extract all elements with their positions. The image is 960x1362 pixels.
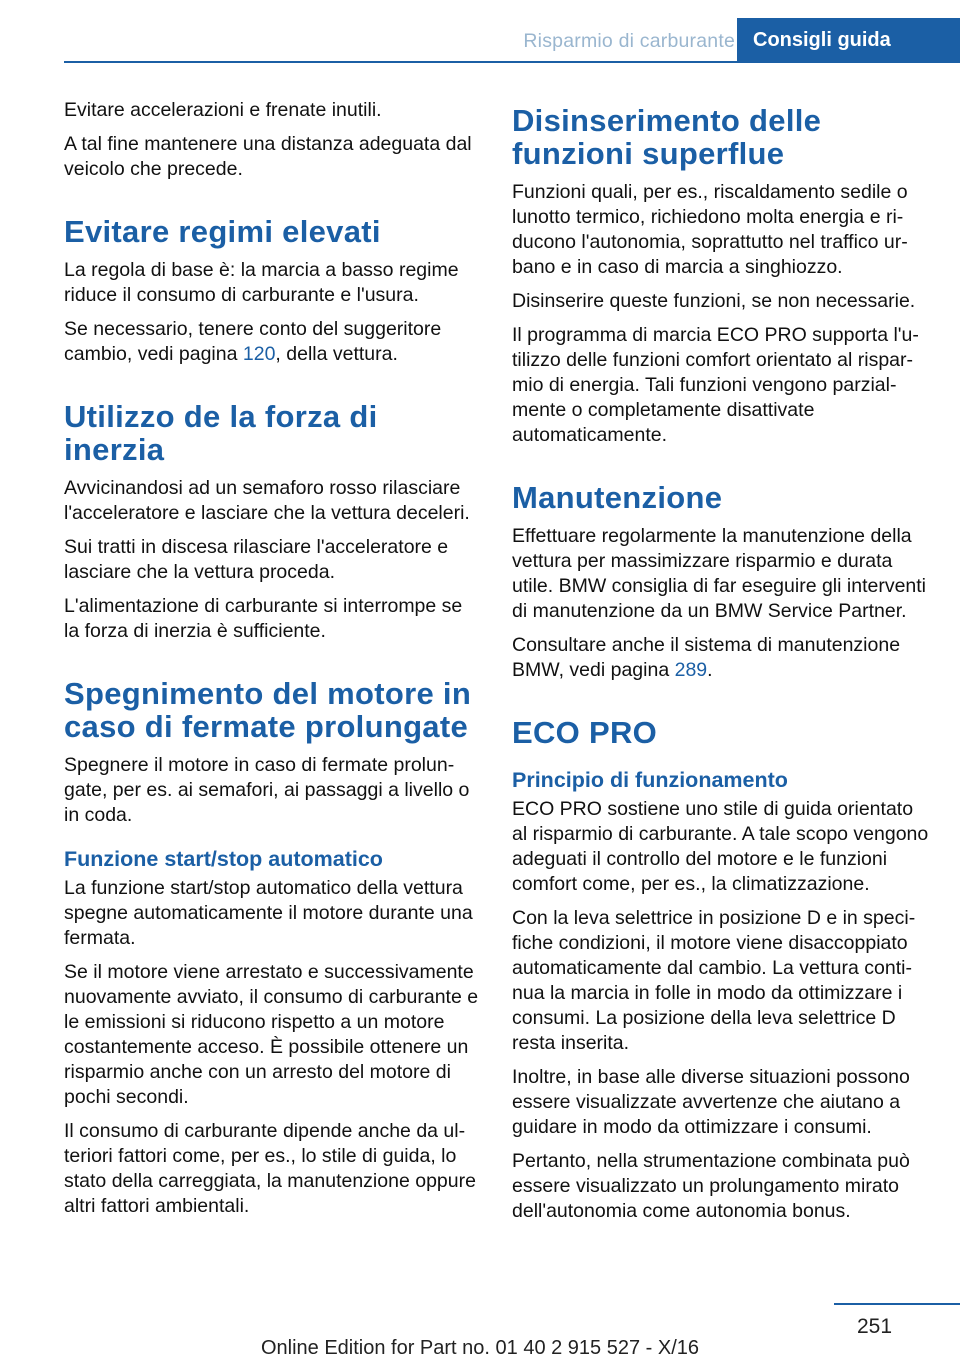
paragraph: Il programma di marcia ECO PRO supporta l'utilizzo delle funzioni comfort orientato al risparmio di energia. Tali funzioni vengono parzialmente o completamente disattivate automaticamente. [512, 324, 919, 446]
heading-manutenzione: Manutenzione [512, 480, 723, 515]
header-section-title: Risparmio di carburante [523, 30, 735, 52]
text: Se necessario, tenere conto del suggeritore cambio, vedi pagina [64, 318, 442, 365]
left-column [64, 98, 482, 1228]
page-reference-link[interactable]: 120 [242, 343, 276, 365]
paragraph: Avvicinandosi ad un semaforo rosso rilasciare l'acceleratore e lasciare che la vettura deceleri. [64, 477, 470, 524]
text: . [707, 659, 713, 681]
paragraph: Se il motore viene arrestato e successivamente nuovamente avviato, il consumo di carburante e le emissioni si riducono rispetto a un motore costantemente acceso. È possibile ottenere un risparmio anche con un arresto del motore di pochi secondi. [64, 961, 479, 1108]
page-number: 251 [857, 1315, 893, 1338]
paragraph: Con la leva selettrice in posizione D e in specifiche condizioni, il motore viene disaccoppiato automaticamente dal cambio. La vettura continua la marcia in folle in modo da ottimizzare i consumi. La posizione della leva selettrice D resta inserita. [512, 907, 916, 1054]
paragraph: L'alimentazione di carburante si interrompe se la forza di inerzia è sufficiente. [64, 595, 463, 642]
page-reference-link[interactable]: 289 [674, 659, 708, 681]
subheading-principio: Principio di funzionamento [512, 768, 788, 792]
header-chapter-tab: Consigli guida [737, 18, 960, 62]
paragraph: Il consumo di carburante dipende anche da ulteriori fattori come, per es., lo stile di guida, lo stato della carreggiata, la manutenzione oppure altri fattori ambientali. [64, 1120, 476, 1217]
heading-eco-pro: ECO PRO [512, 715, 658, 750]
paragraph: Effettuare regolarmente la manutenzione della vettura per massimizzare risparmio e durata utile. BMW consiglia di far eseguire gli interventi di manutenzione da un BMW Service Partner. [512, 525, 927, 622]
paragraph: Pertanto, nella strumentazione combinata può essere visualizzato un prolungamento mirato dell'autonomia come autonomia bonus. [512, 1150, 910, 1222]
text: Consultare anche il sistema di manutenzione BMW, vedi pagina [512, 634, 901, 681]
heading-disinserimento-funzioni: Disinserimento delle funzioni superflue [512, 103, 822, 171]
paragraph: Evitare accelerazioni e frenate inutili. [64, 99, 382, 121]
paragraph: Sui tratti in discesa rilasciare l'acceleratore e lasciare che la vettura proceda. [64, 536, 449, 583]
page-header [0, 0, 960, 62]
paragraph: ECO PRO sostiene uno stile di guida orientato al risparmio di carburante. A tale scopo vengono adeguati il controllo del motore e le funzioni comfort come, per es., la climatizzazione. [512, 798, 929, 895]
paragraph-with-page-ref [512, 633, 930, 683]
footer-edition-text: Online Edition for Part no. 01 40 2 915 527 - X/16 [260, 1337, 700, 1359]
heading-forza-di-inerzia: Utilizzo de la forza di inerzia [64, 399, 378, 467]
text: , della vettura. [275, 343, 398, 365]
footer-rule [834, 1303, 960, 1305]
paragraph: Disinserire queste funzioni, se non necessarie. [512, 290, 916, 312]
heading-evitare-regimi-elevati: Evitare regimi elevati [64, 214, 381, 249]
paragraph: La regola di base è: la marcia a basso regime riduce il consumo di carburante e l'usura. [64, 259, 459, 306]
paragraph-with-page-ref [64, 317, 482, 367]
paragraph: Funzioni quali, per es., riscaldamento sedile o lunotto termico, richiedono molta energia e riducono l'autonomia, soprattutto nel traffico urbano e in caso di marcia a singhiozzo. [512, 181, 908, 278]
right-column [512, 98, 930, 1233]
paragraph: Inoltre, in base alle diverse situazioni possono essere visualizzate avvertenze che aiutano a guidare in modo da ottimizzare i consumi. [512, 1066, 910, 1138]
paragraph: La funzione start/stop automatico della vettura spegne automaticamente il motore durante una fermata. [64, 877, 473, 949]
paragraph: A tal fine mantenere una distanza adeguata dal veicolo che precede. [64, 133, 472, 180]
header-rule [64, 61, 960, 63]
paragraph: Spegnere il motore in caso di fermate prolungate, per es. ai semafori, ai passaggi a livello o in coda. [64, 754, 470, 826]
heading-spegnimento-motore: Spegnimento del motore in caso di fermate prolungate [64, 676, 472, 744]
subheading-start-stop: Funzione start/stop automatico [64, 847, 383, 871]
